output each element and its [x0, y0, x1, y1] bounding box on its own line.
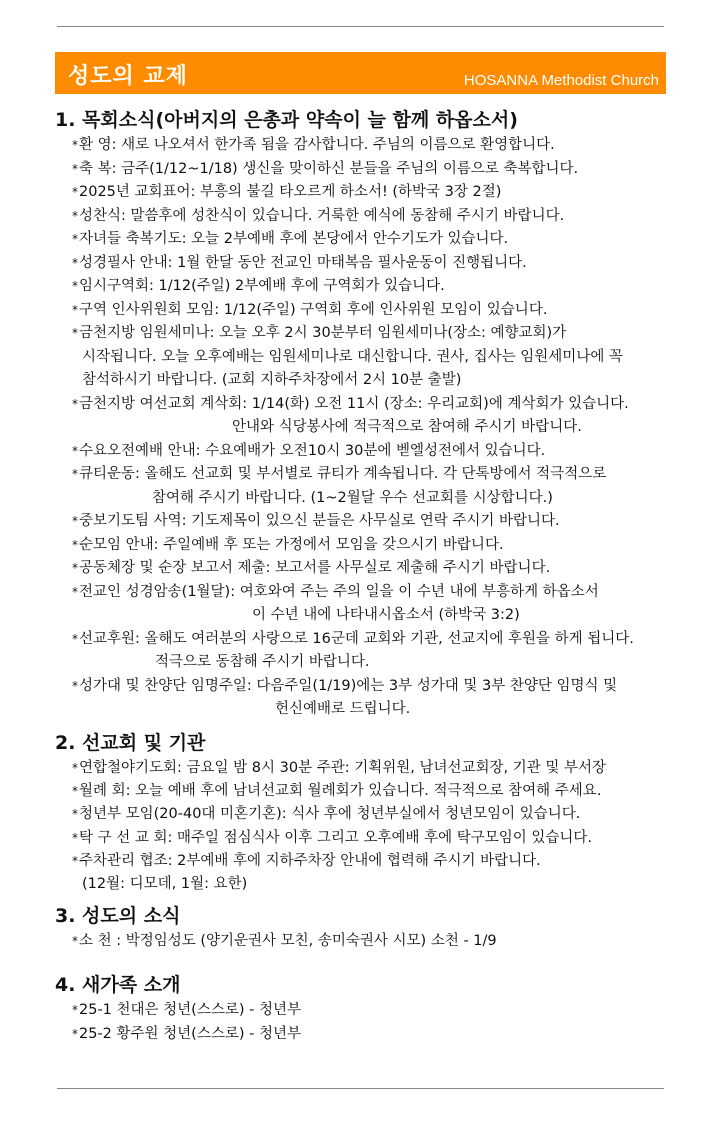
- item-text: 참여해 주시기 바랍니다. (1~2월달 우수 선교회를 시상합니다.): [152, 489, 553, 506]
- bullet-asterisk-icon: *: [72, 561, 78, 575]
- item-text: 축 복: 금주(1/12~1/18) 생신을 맞이하신 분들을 주님의 이름으로 축복합니다.: [79, 160, 579, 177]
- list-item: [55, 651, 695, 675]
- list-item: [55, 275, 695, 299]
- list-item: [55, 228, 695, 252]
- item-text: 환 영: 새로 나오셔서 한가족 됨을 감사합니다. 주님의 이름으로 환영합니다.: [79, 137, 555, 153]
- list-item: [55, 158, 695, 182]
- bullet-asterisk-icon: *: [72, 255, 78, 270]
- item-text: 금천지방 여선교회 계삭회: 1/14(화) 오전 11시 (장소: 우리교회)에 계삭회가 있습니다.: [79, 395, 629, 412]
- section-member-news: [55, 902, 695, 954]
- list-item: [55, 134, 695, 158]
- item-text: 청년부 모임(20-40대 미혼기혼): 식사 후에 청년부실에서 청년모임이 있습니다.: [79, 806, 581, 823]
- bullet-asterisk-icon: *: [72, 761, 78, 775]
- bullet-asterisk-icon: *: [72, 853, 78, 868]
- bullet-asterisk-icon: *: [72, 784, 78, 799]
- list-item: [55, 850, 695, 873]
- item-text: 순모임 안내: 주일예배 후 또는 가정에서 모임을 갖으시기 바랍니다.: [79, 536, 504, 553]
- church-name: HOSANNA Methodist Church: [463, 72, 659, 89]
- item-text: 주차관리 협조: 2부예배 후에 지하주차장 안내에 협력해 주시기 바랍니다.: [79, 852, 541, 869]
- item-text: 참석하시기 바랍니다. (교회 지하주차장에서 2시 10분 출발): [82, 372, 462, 388]
- section-heading: 2. 선교회 및 기관: [55, 732, 206, 754]
- header-banner: [55, 52, 666, 94]
- top-divider: [57, 26, 664, 27]
- list-item: [55, 698, 695, 722]
- list-item: [55, 393, 695, 417]
- bullet-asterisk-icon: *: [72, 934, 78, 948]
- section-heading: 3. 성도의 소식: [55, 905, 181, 927]
- list-item: [55, 487, 695, 511]
- bullet-asterisk-icon: *: [72, 185, 78, 199]
- item-text: 25-1 천대은 청년(스스로) - 청년부: [79, 1002, 301, 1018]
- item-text: 적극으로 동참해 주시기 바랍니다.: [155, 654, 370, 670]
- bullet-asterisk-icon: *: [72, 678, 78, 693]
- list-item: [55, 346, 695, 370]
- bullet-asterisk-icon: *: [72, 830, 78, 845]
- section-heading: 4. 새가족 소개: [55, 974, 181, 996]
- section-heading: 1. 목회소식(아버지의 은총과 약속이 늘 함께 하옵소서): [55, 109, 518, 131]
- list-item: [55, 369, 695, 393]
- list-item: [55, 322, 695, 346]
- list-item: [55, 999, 695, 1023]
- item-text: 월례 회: 오늘 예배 후에 남녀선교회 월례회가 있습니다. 적극적으로 참여해 주세요.: [79, 783, 602, 800]
- item-text: 성경필사 안내: 1월 한달 동안 전교인 마태복음 필사운동이 진행됩니다.: [79, 254, 527, 271]
- list-item: [55, 827, 695, 850]
- section-missions: [55, 729, 695, 896]
- list-item: [55, 581, 695, 605]
- item-text: 임시구역회: 1/12(주일) 2부예배 후에 구역회가 있습니다.: [79, 278, 445, 294]
- list-item: [55, 930, 695, 954]
- item-text: (12월: 디모데, 1월: 요한): [82, 875, 248, 892]
- bullet-asterisk-icon: *: [72, 138, 78, 152]
- list-item: [55, 440, 695, 464]
- list-item: [55, 463, 695, 487]
- bullet-asterisk-icon: *: [72, 443, 78, 458]
- item-text: 시작됩니다. 오늘 오후예배는 임원세미나로 대신합니다. 권사, 집사는 임원세미나에 꼭: [82, 348, 623, 365]
- list-item: [55, 780, 695, 803]
- bullet-asterisk-icon: *: [72, 807, 78, 822]
- item-text: 수요오전예배 안내: 수요예배가 오전10시 30분에 벧엘성전에서 있습니다.: [79, 442, 546, 459]
- item-text: 자녀들 축복기도: 오늘 2부예배 후에 본당에서 안수기도가 있습니다.: [79, 231, 509, 247]
- item-text: 이 수년 내에 나타내시옵소서 (하박국 3:2): [252, 607, 520, 623]
- item-text: 성찬식: 말씀후에 성찬식이 있습니다. 거룩한 예식에 동참해 주시기 바랍니다.: [79, 207, 565, 224]
- list-item: [55, 534, 695, 558]
- section-new-family: [55, 971, 695, 1046]
- list-item: [55, 510, 695, 534]
- item-text: 선교후원: 올해도 여러분의 사랑으로 16군데 교회와 기관, 선교지에 후원을 하게 됩니다.: [79, 630, 634, 647]
- item-text: 25-2 황주원 청년(스스로) - 청년부: [79, 1025, 301, 1042]
- list-item: [55, 675, 695, 699]
- bullet-asterisk-icon: *: [72, 584, 78, 599]
- bullet-asterisk-icon: *: [72, 232, 78, 246]
- bullet-asterisk-icon: *: [72, 396, 78, 411]
- list-item: [55, 803, 695, 826]
- bullet-asterisk-icon: *: [72, 631, 78, 646]
- bullet-asterisk-icon: *: [72, 208, 78, 223]
- list-item: [55, 416, 695, 440]
- item-text: 전교인 성경암송(1월달): 여호와여 주는 주의 일을 이 수년 내에 부흥하게 하옵소서: [79, 583, 599, 600]
- item-text: 중보기도팀 사역: 기도제목이 있으신 분들은 사무실로 연락 주시기 바랍니다.: [79, 513, 560, 529]
- item-text: 연합철야기도회: 금요일 밤 8시 30분 주관: 기획위원, 남녀선교회장, 기관 및 부서장: [79, 760, 606, 776]
- bullet-asterisk-icon: *: [72, 279, 78, 293]
- list-item: [55, 1023, 695, 1047]
- bullet-asterisk-icon: *: [72, 302, 78, 317]
- bullet-asterisk-icon: *: [72, 326, 78, 340]
- list-item: [55, 181, 695, 205]
- bullet-asterisk-icon: *: [72, 467, 78, 481]
- list-item: [55, 299, 695, 323]
- item-text: 탁 구 선 교 회: 매주일 점심식사 이후 그리고 오후예배 후에 탁구모임이 있습니다.: [79, 829, 593, 846]
- bullet-asterisk-icon: *: [72, 161, 78, 176]
- list-item: [55, 604, 695, 628]
- section-pastoral-news: [55, 106, 695, 722]
- bullet-asterisk-icon: *: [72, 514, 78, 528]
- page-title: 성도의 교제: [68, 64, 188, 89]
- list-item: [55, 873, 695, 896]
- item-text: 금천지방 임원세미나: 오늘 오후 2시 30분부터 임원세미나(장소: 예향교회)가: [79, 325, 567, 341]
- item-text: 구역 인사위원회 모임: 1/12(주일) 구역회 후에 인사위원 모임이 있습니다.: [79, 301, 548, 318]
- item-text: 안내와 식당봉사에 적극적으로 참여해 주시기 바랍니다.: [232, 419, 582, 435]
- bottom-divider: [57, 1088, 664, 1089]
- item-text: 헌신예배로 드립니다.: [275, 701, 411, 717]
- item-text: 2025년 교회표어: 부흥의 불길 타오르게 하소서! (하박국 3장 2절): [79, 184, 502, 200]
- list-item: [55, 757, 695, 780]
- list-item: [55, 557, 695, 581]
- item-text: 큐티운동: 올해도 선교회 및 부서별로 큐티가 계속됩니다. 각 단톡방에서 적극적으로: [79, 466, 607, 482]
- bullet-asterisk-icon: *: [72, 537, 78, 552]
- item-text: 공동체장 및 순장 보고서 제출: 보고서를 사무실로 제출해 주시기 바랍니다.: [79, 560, 551, 576]
- list-item: [55, 252, 695, 276]
- list-item: [55, 628, 695, 652]
- item-text: 소 천 : 박정임성도 (양기운권사 모친, 송미숙권사 시모) 소천 - 1/9: [79, 933, 497, 949]
- item-text: 성가대 및 찬양단 임명주일: 다음주일(1/19)에는 3부 성가대 및 3부 찬양단 임명식 및: [79, 677, 618, 694]
- bullet-asterisk-icon: *: [72, 1026, 78, 1041]
- bullet-asterisk-icon: *: [72, 1003, 78, 1017]
- list-item: [55, 205, 695, 229]
